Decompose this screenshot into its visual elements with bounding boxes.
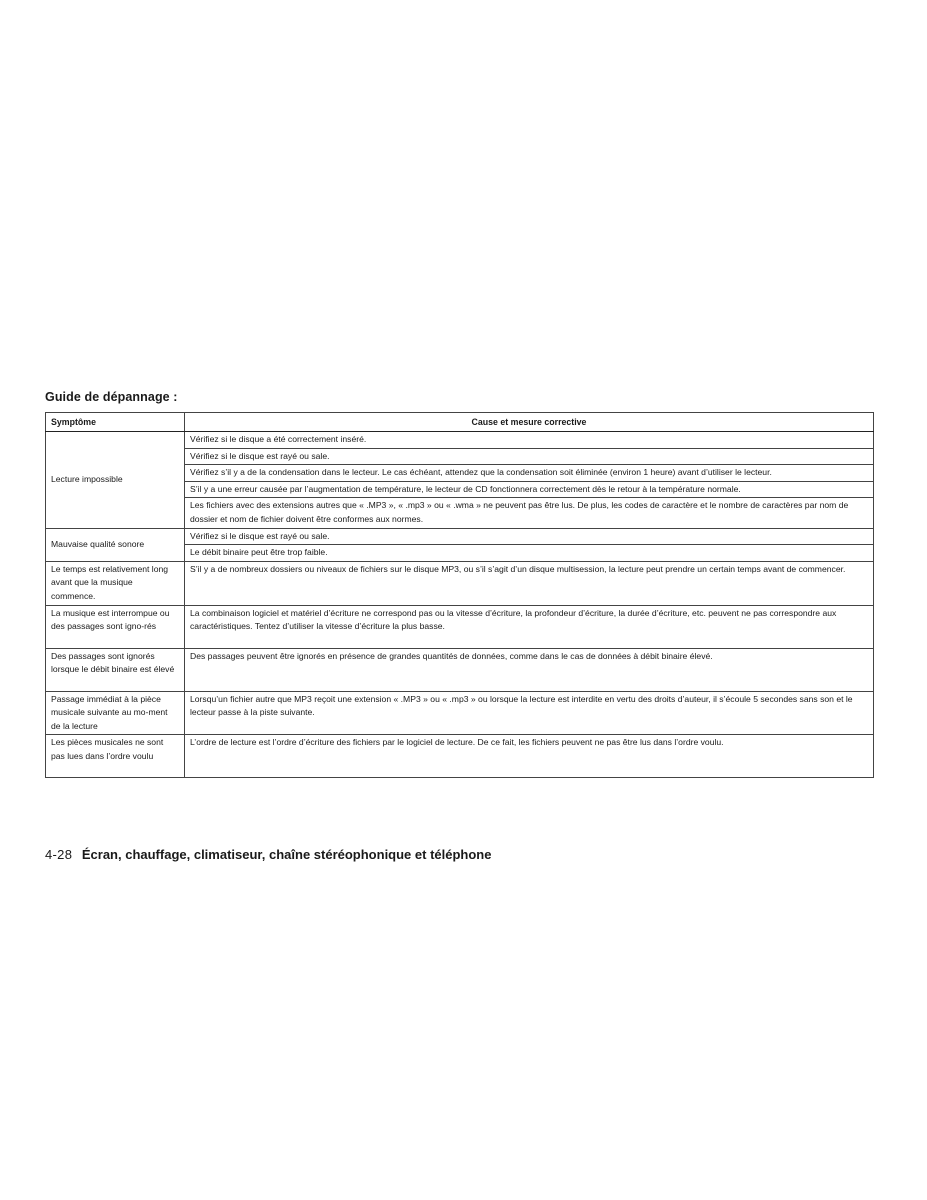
symptom-cell: Lecture impossible (46, 432, 185, 529)
troubleshooting-table (45, 412, 874, 778)
cause-cell: Les fichiers avec des extensions autres que « .MP3 », « .mp3 » ou « .wma » ne peuvent pas être lus. De plus, les codes de caractère et le nombre de caractères par nom de dossier et nom de fichier doivent être conformes aux normes. (185, 498, 874, 528)
chapter-title: Écran, chauffage, climatiseur, chaîne stéréophonique et téléphone (81, 847, 492, 862)
cause-cell: S’il y a une erreur causée par l’augmentation de température, le lecteur de CD fonctionnera correctement dès le retour à la température normale. (185, 481, 874, 498)
cause-cell: Vérifiez si le disque est rayé ou sale. (185, 448, 874, 465)
symptom-cell: Les pièces musicales ne sont pas lues dans l’ordre voulu (46, 735, 185, 778)
table-row (46, 691, 874, 735)
page-number: 4-28 (45, 847, 73, 862)
symptom-cell: Le temps est relativement long avant que la musique commence. (46, 561, 185, 605)
page-footer (45, 847, 491, 862)
cause-cell: L’ordre de lecture est l’ordre d’écriture des fichiers par le logiciel de lecture. De ce fait, les fichiers peuvent ne pas être lus dans l’ordre voulu. (185, 735, 874, 778)
symptom-cell: Des passages sont ignorés lorsque le débit binaire est élevé (46, 648, 185, 691)
header-cause: Cause et mesure corrective (185, 413, 874, 432)
table-row (46, 648, 874, 691)
cause-cell: Lorsqu’un fichier autre que MP3 reçoit une extension « .MP3 » ou « .mp3 » ou lorsque la lecture est interdite en vertu des droits d’auteur, il s’écoule 5 secondes sans son et le lecteur passe à la piste suivante. (185, 691, 874, 735)
table-row (46, 432, 874, 449)
cause-cell: La combinaison logiciel et matériel d’écriture ne correspond pas ou la vitesse d’écriture, la profondeur d’écriture, la durée d’écriture, etc. peuvent ne pas correspondre aux caractéristiques. Tentez d’utiliser la vitesse d’écriture la plus basse. (185, 605, 874, 648)
table-row (46, 528, 874, 545)
cause-cell: Des passages peuvent être ignorés en présence de grandes quantités de données, comme dans le cas de données à débit binaire élevé. (185, 648, 874, 691)
symptom-cell: Passage immédiat à la pièce musicale suivante au mo-ment de la lecture (46, 691, 185, 735)
cause-cell: S’il y a de nombreux dossiers ou niveaux de fichiers sur le disque MP3, ou s’il s’agit d’un disque multisession, la lecture peut prendre un certain temps avant de commencer. (185, 561, 874, 605)
section-title: Guide de dépannage : (45, 390, 178, 404)
table-row (46, 561, 874, 605)
cause-cell: Le débit binaire peut être trop faible. (185, 545, 874, 562)
cause-cell: Vérifiez si le disque a été correctement inséré. (185, 432, 874, 449)
cause-cell: Vérifiez s’il y a de la condensation dans le lecteur. Le cas échéant, attendez que la condensation soit éliminée (environ 1 heure) avant d’utiliser le lecteur. (185, 465, 874, 482)
cause-cell: Vérifiez si le disque est rayé ou sale. (185, 528, 874, 545)
table-row (46, 605, 874, 648)
header-symptom: Symptôme (46, 413, 185, 432)
table-row (46, 735, 874, 778)
table-header-row (46, 413, 874, 432)
symptom-cell: Mauvaise qualité sonore (46, 528, 185, 561)
symptom-cell: La musique est interrompue ou des passages sont igno-rés (46, 605, 185, 648)
